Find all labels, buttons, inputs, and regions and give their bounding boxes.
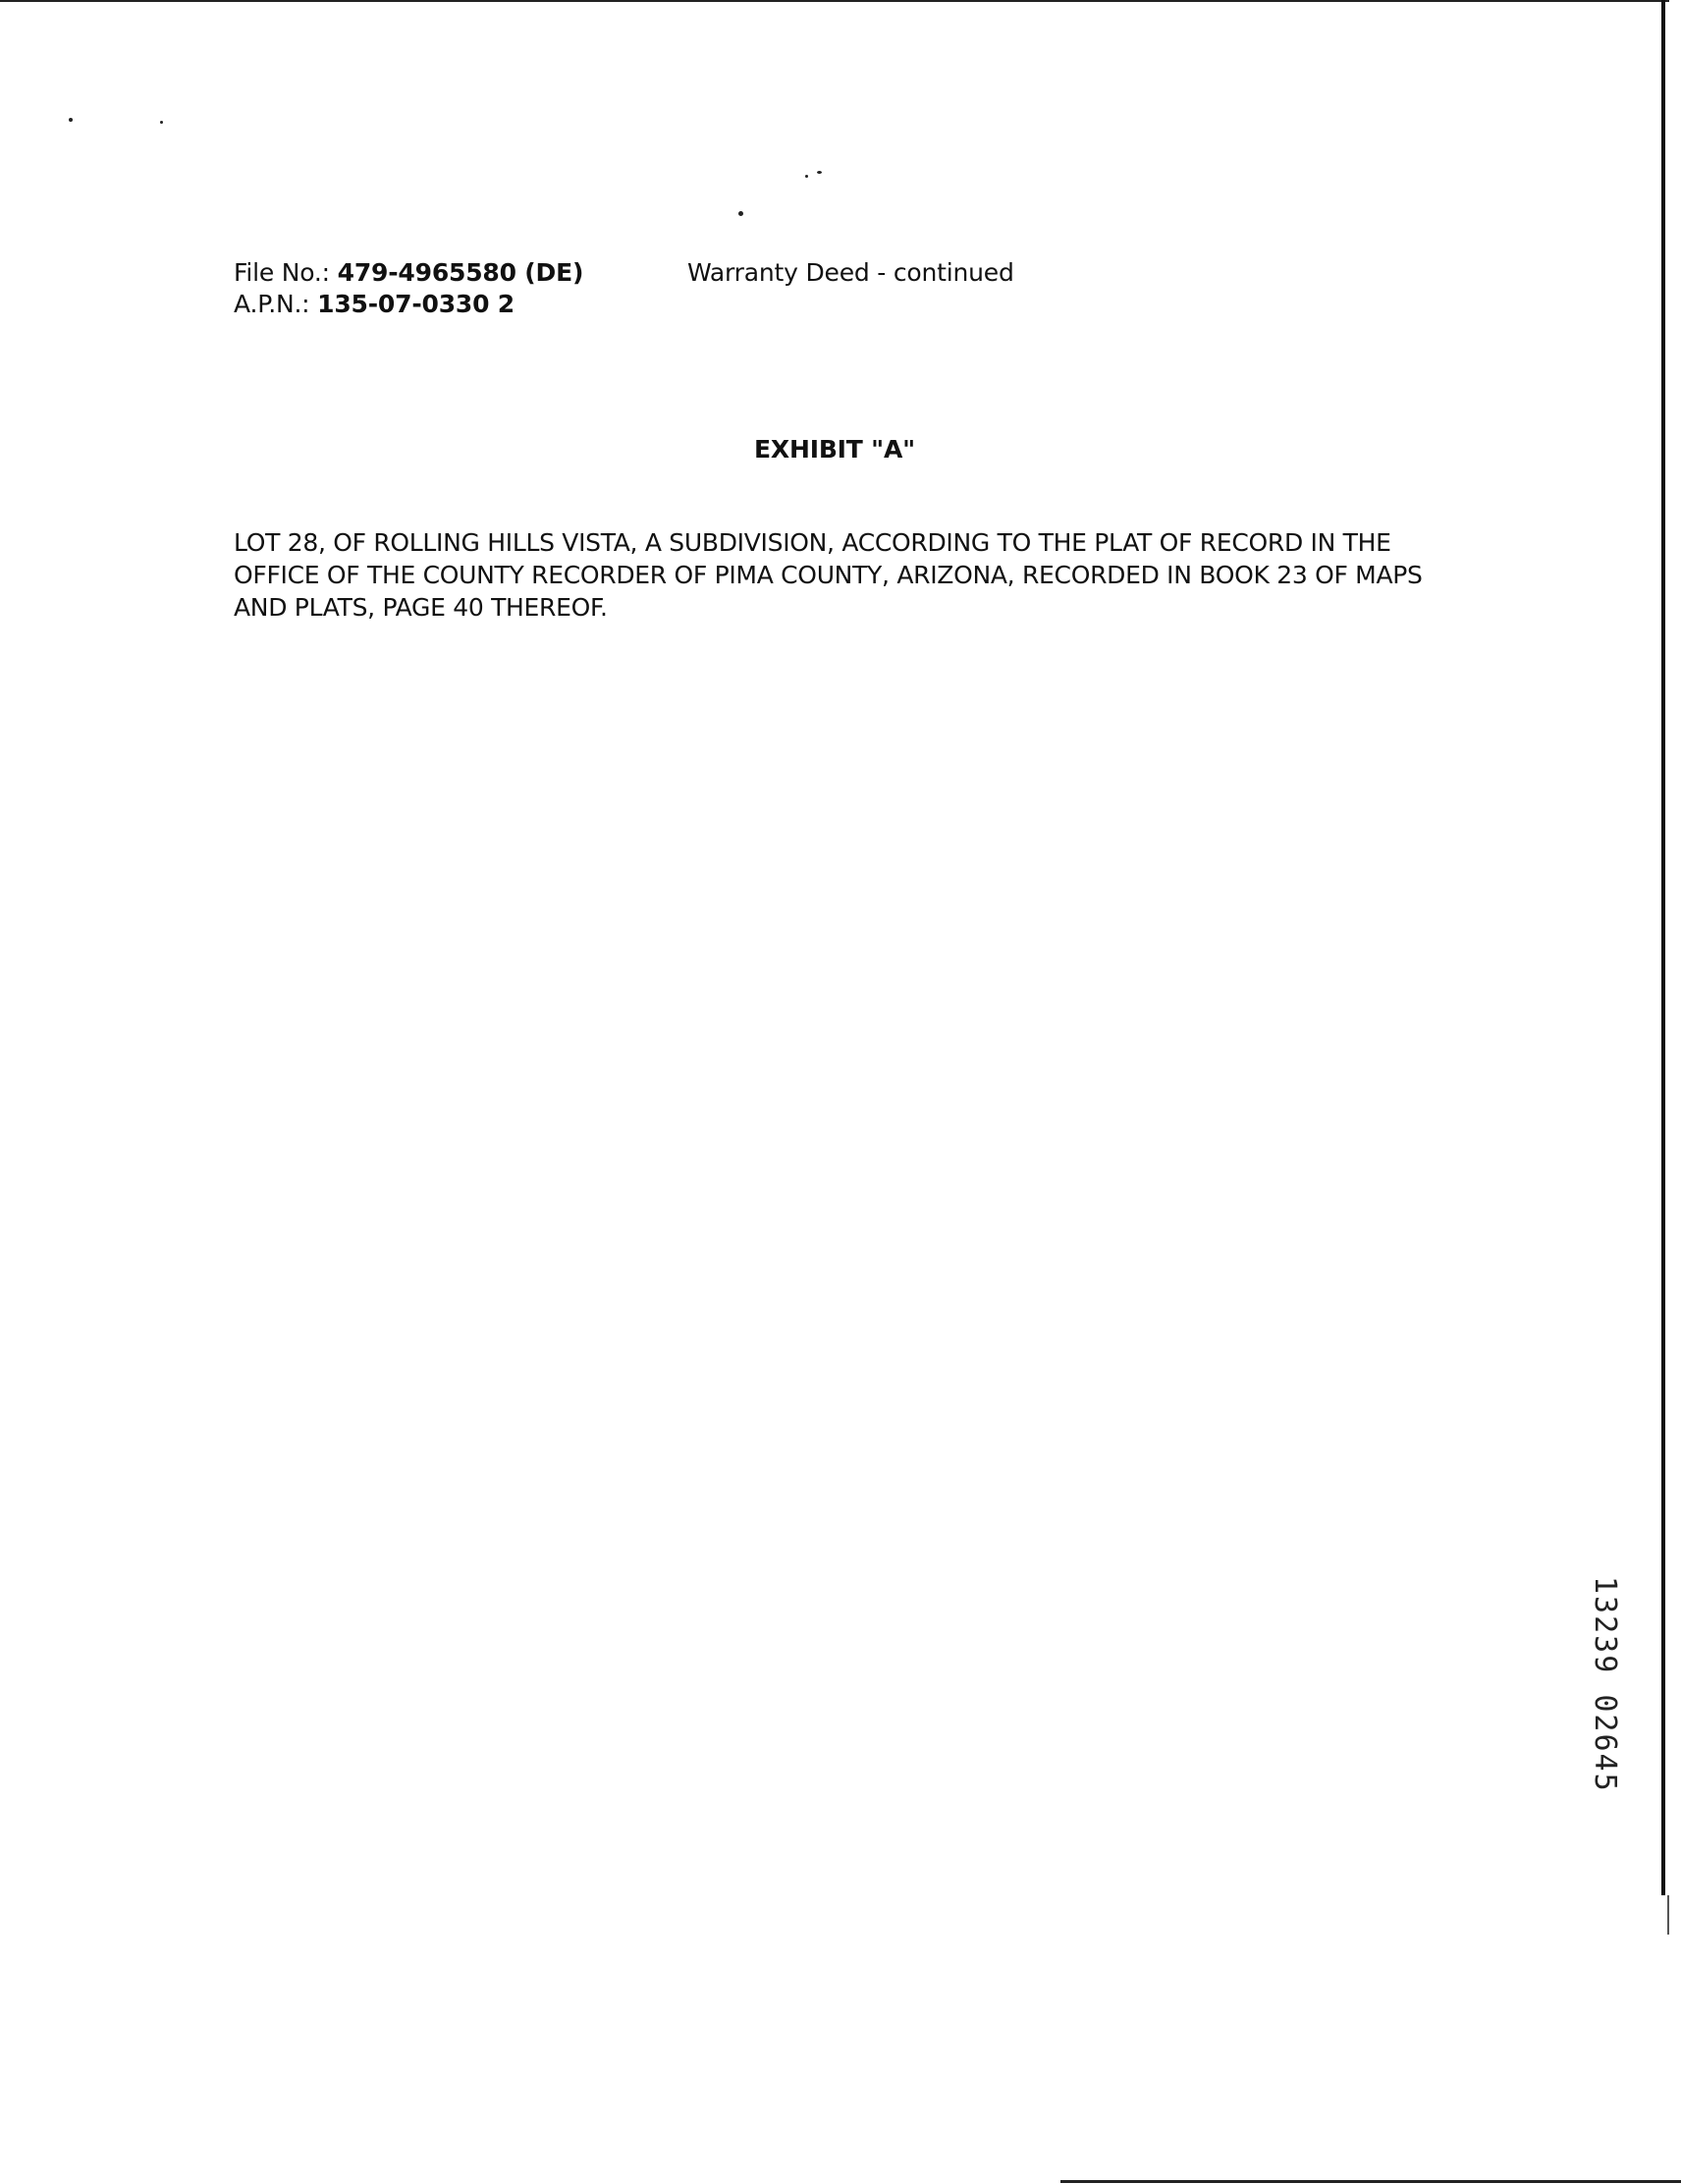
apn-value: 135-07-0330 2 <box>317 290 515 318</box>
scan-speck <box>160 121 163 124</box>
scan-speck <box>817 171 822 174</box>
file-number-label: File No.: <box>234 258 330 287</box>
apn-label: A.P.N.: <box>234 290 310 318</box>
scan-speck <box>738 211 743 216</box>
scan-speck <box>805 175 808 178</box>
recording-stamp: 13239 02645 <box>1588 1576 1622 1793</box>
file-reference-block <box>234 257 583 320</box>
scan-speck <box>69 118 73 122</box>
file-number-value: 479-4965580 (DE) <box>337 258 584 287</box>
scan-edge-right-tail <box>1667 1895 1669 1935</box>
apn-line <box>234 289 583 320</box>
legal-description-line: LOT 28, OF ROLLING HILLS VISTA, A SUBDIVISION, ACCORDING TO THE PLAT OF RECORD IN THE <box>234 528 1391 557</box>
scan-edge-top <box>0 0 1669 2</box>
document-title: Warranty Deed - continued <box>687 258 1014 287</box>
legal-description-line: OFFICE OF THE COUNTY RECORDER OF PIMA COUNTY, ARIZONA, RECORDED IN BOOK 23 OF MAPS <box>234 561 1423 589</box>
file-number-line <box>234 257 583 289</box>
scan-edge-bottom <box>1060 2180 1681 2183</box>
legal-description-line: AND PLATS, PAGE 40 THEREOF. <box>234 593 608 622</box>
exhibit-title: EXHIBIT "A" <box>754 435 915 464</box>
legal-description <box>234 526 1423 624</box>
scan-edge-right <box>1661 0 1665 1895</box>
